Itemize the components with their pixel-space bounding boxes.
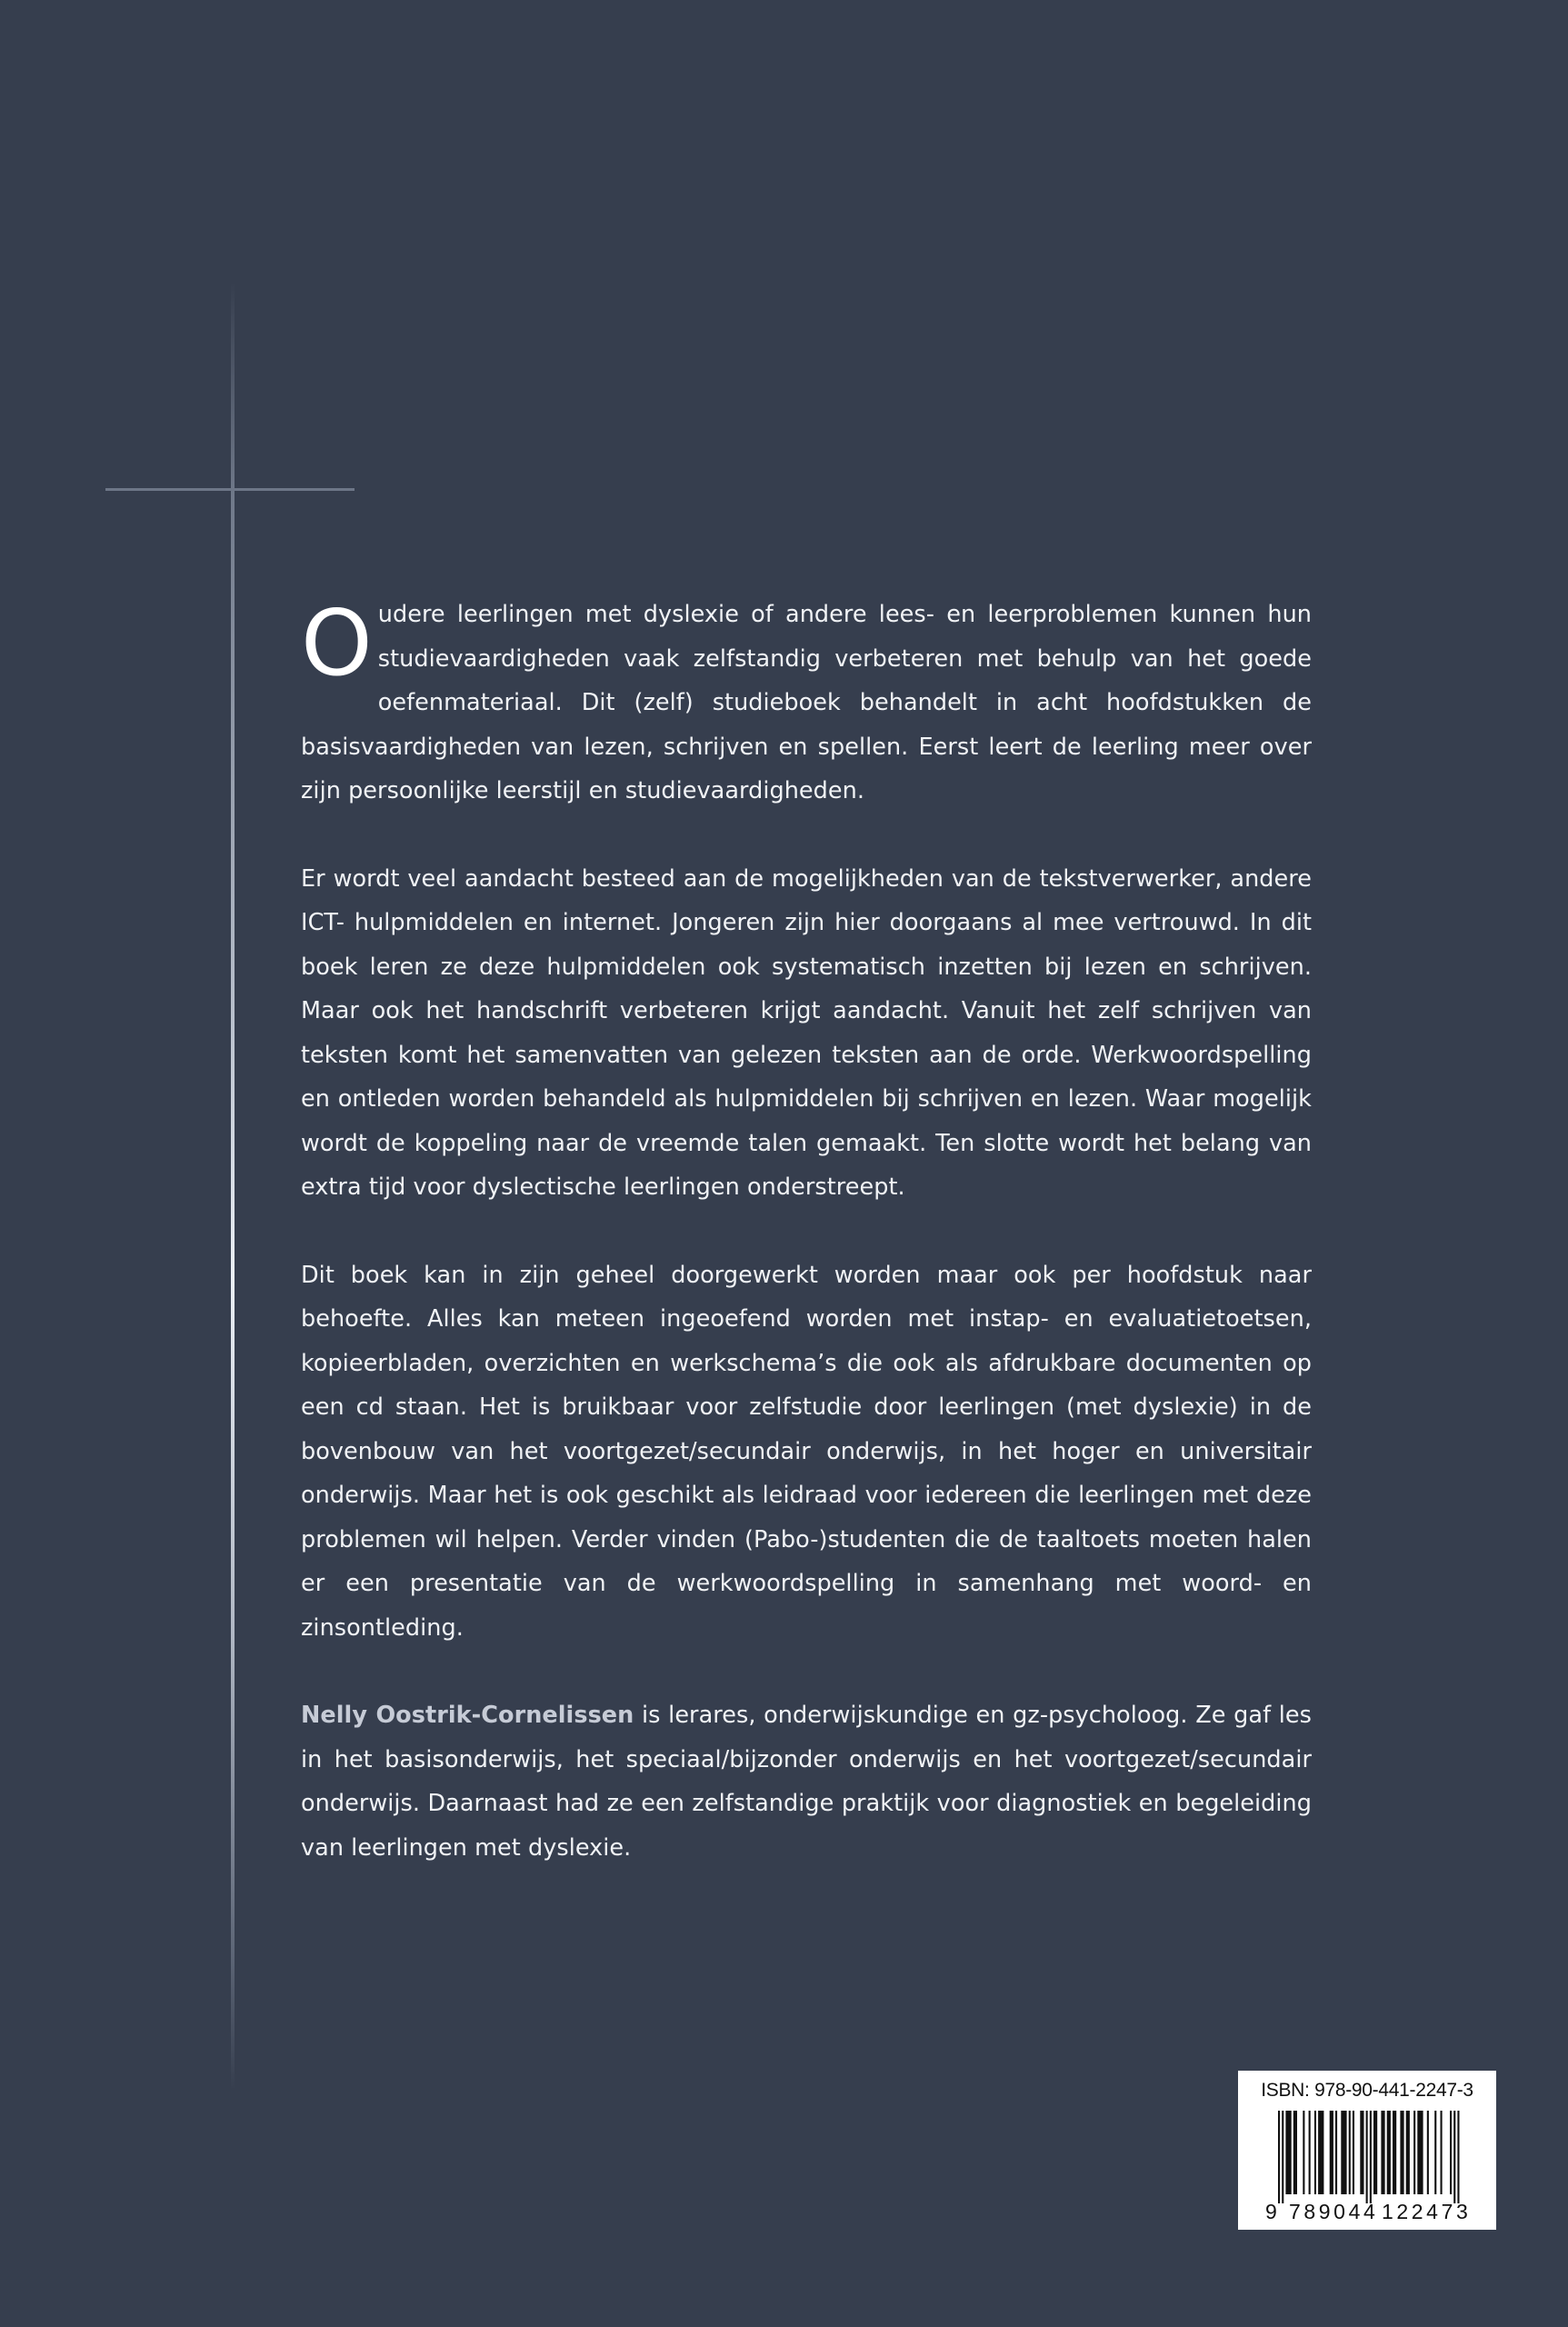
blurb-text — [301, 590, 1312, 1913]
barcode-bar — [1373, 2111, 1377, 2194]
barcode-bar — [1318, 2111, 1323, 2194]
barcode-bar — [1360, 2111, 1363, 2194]
barcode-guard-bar — [1282, 2111, 1283, 2203]
drop-cap: O — [301, 590, 373, 696]
paragraph-ict: Er wordt veel aandacht besteed aan de mogelijkheden van de tekstverwerker, andere ICT- hulpmiddelen en internet. Jongeren zijn hier doorgaans al mee vertrouwd. In dit boek leren ze deze hulpmiddelen ook systematisch inzetten bij lezen en schrijven. Maar ook het handschrift verbeteren krijgt aandacht. Vanuit het zelf schrijven van teksten komt het samenvatten van gelezen teksten aan de orde. Werkwoordspelling en ontleden worden behandeld als hulpmiddelen bij schrijven en lezen. Waar mogelijk wordt de koppeling naar de vreemde talen gemaakt. Ten slotte wordt het belang van extra tijd voor dyslectische leerlingen onderstreept. — [301, 864, 1312, 1201]
barcode-bar — [1349, 2111, 1351, 2194]
barcode-guard-bar — [1278, 2111, 1280, 2203]
barcode-bar — [1450, 2111, 1452, 2194]
author-name: Nelly Oostrik-Cornelissen — [301, 1702, 634, 1729]
barcode-bar — [1441, 2111, 1443, 2194]
barcode-bar — [1434, 2111, 1436, 2194]
barcode-bar — [1330, 2111, 1333, 2194]
paragraph-intro-text: udere leerlingen met dyslexie of andere lees- en leerproblemen kunnen hun studievaardigheden vaak zelfstandig verbeteren met behulp van het goede oefenmateriaal. Dit (zelf) studieboek behandelt in acht hoofdstukken de basisvaardigheden van lezen, schrijven en spellen. Eerst leert de leerling meer over zijn persoonlijke leerstijl en studievaardigheden. — [301, 601, 1312, 804]
barcode-bar — [1393, 2111, 1396, 2194]
barcode-guard-bar — [1453, 2111, 1455, 2203]
paragraph-author-bio — [301, 1693, 1312, 1870]
isbn-label: ISBN: 978-90-441-2247-3 — [1261, 2080, 1473, 2101]
barcode-bar — [1341, 2111, 1346, 2194]
barcode-bar — [1381, 2111, 1384, 2194]
barcode-first-digit: 9 — [1265, 2200, 1277, 2223]
barcode-bar — [1427, 2111, 1429, 2194]
barcode-left-digits: 789044 — [1289, 2200, 1379, 2223]
vertical-decorative-line — [231, 282, 235, 2091]
horizontal-decorative-line — [105, 488, 355, 491]
isbn-barcode — [1238, 2071, 1496, 2230]
barcode-bar — [1303, 2111, 1304, 2194]
barcode-bar — [1285, 2111, 1291, 2194]
barcode-bar — [1335, 2111, 1337, 2194]
author-bio-text: is lerares, onderwijskundige en gz-psycholoog. Ze gaf les in het basisonderwijs, het speciaal/bijzonder onderwijs en het voortgezet/secundair onderwijs. Daarnaast had ze een zelfstandige praktijk voor diagnostiek en begeleiding van leerlingen met dyslexie. — [301, 1702, 1312, 1862]
paragraph-usage: Dit boek kan in zijn geheel doorgewerkt worden maar ook per hoofdstuk naar behoefte. Alles kan meteen ingeoefend worden met instap- en evaluatietoetsen, kopieerbladen, overzichten en werkschema’s die ook als afdrukbare documenten op een cd staan. Het is bruikbaar voor zelfstudie door leerlingen (met dyslexie) in de bovenbouw van het voortgezet/secundair onderwijs, in het hoger en universitair onderwijs. Maar het is ook geschikt als leidraad voor iedereen die leerlingen met deze problemen wil helpen. Verder vinden (Pabo-)studenten die de taaltoets moeten halen er een presentatie van de werkwoordspelling in samenhang met woord- en zinsontleding. — [301, 1261, 1312, 1642]
barcode-bar — [1417, 2111, 1423, 2194]
barcode-guard-bar — [1370, 2111, 1372, 2203]
barcode-guard-bar — [1457, 2111, 1459, 2203]
barcode-bar — [1309, 2111, 1311, 2194]
barcode-bar — [1293, 2111, 1297, 2194]
barcode-bar — [1387, 2111, 1391, 2194]
paragraph-intro — [301, 590, 1312, 814]
barcode-bar — [1353, 2111, 1354, 2194]
barcode-bar — [1413, 2111, 1415, 2194]
barcode-bar — [1400, 2111, 1403, 2194]
barcode-bar — [1406, 2111, 1410, 2194]
barcode-guard-bar — [1366, 2111, 1368, 2203]
barcode-bar — [1314, 2111, 1316, 2194]
barcode-right-digits: 122473 — [1382, 2200, 1472, 2223]
